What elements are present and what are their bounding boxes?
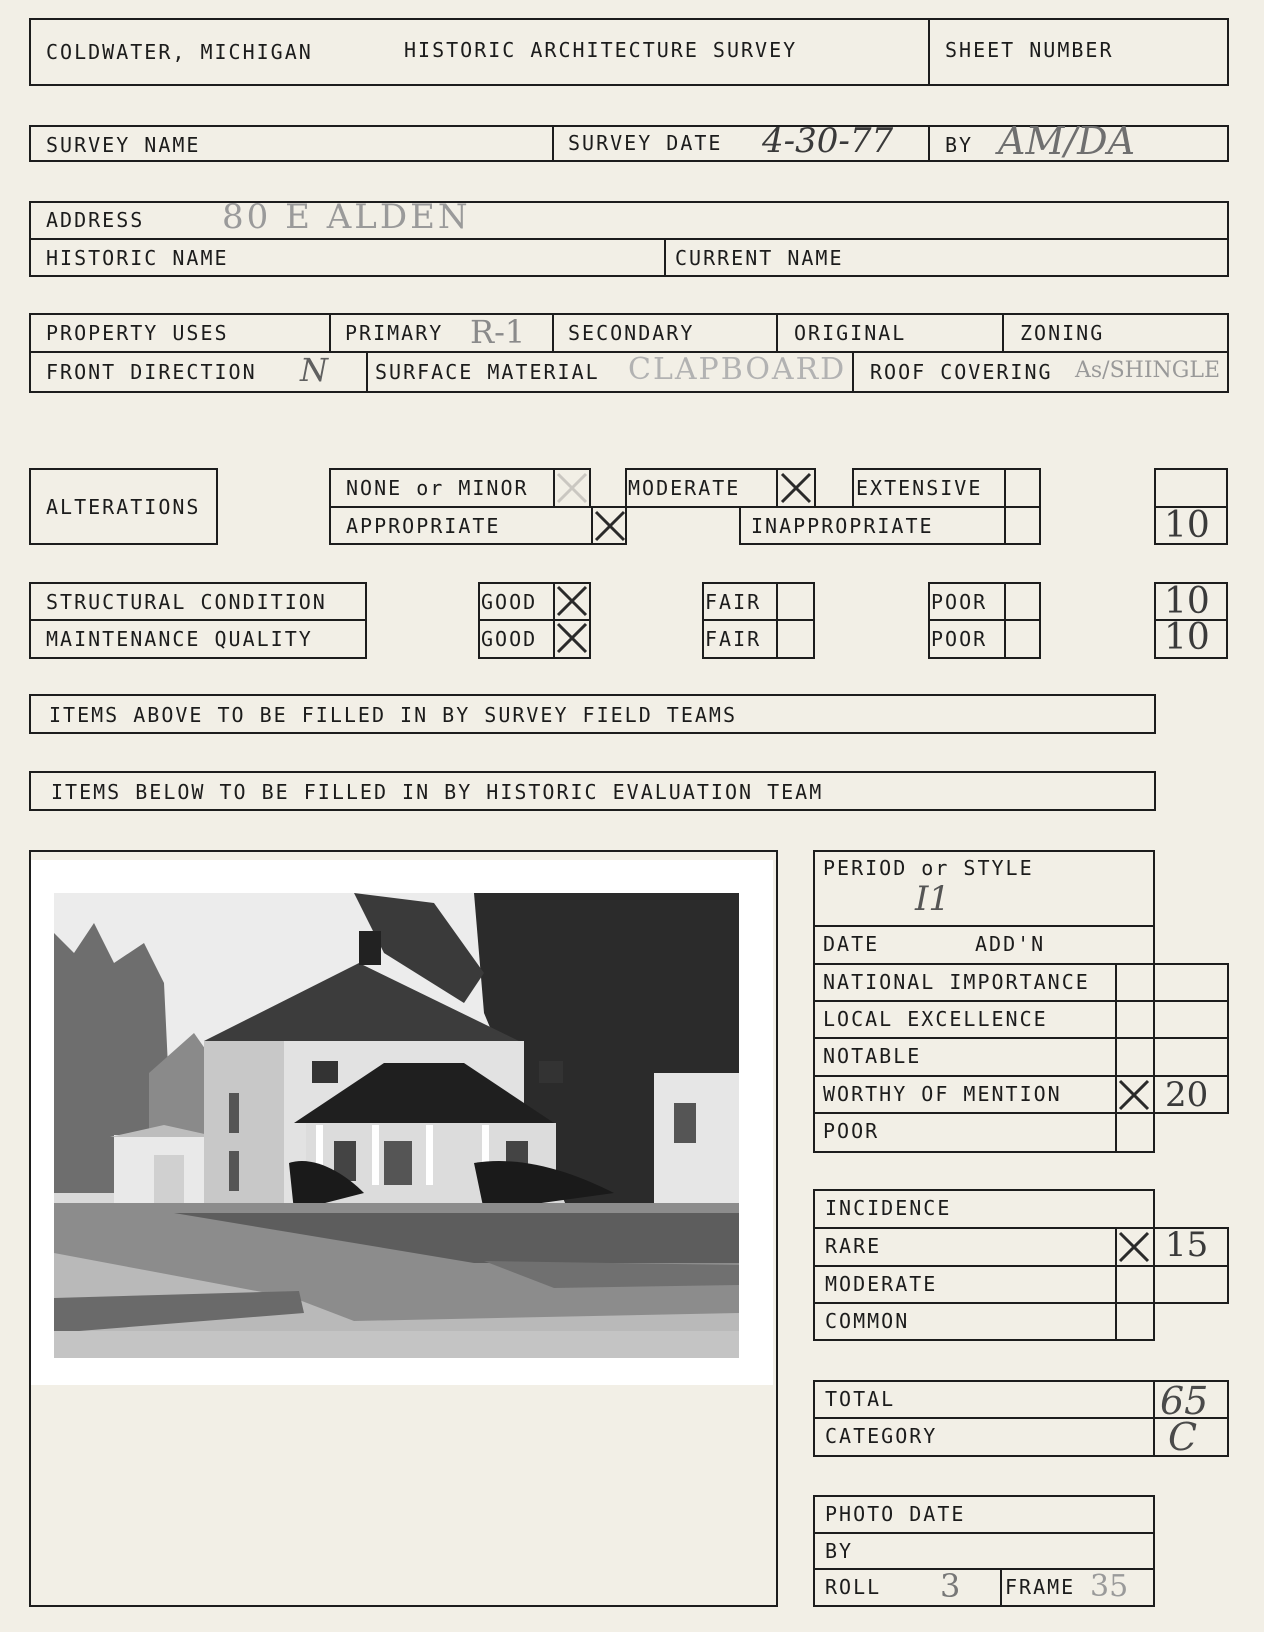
address-bottom: [29, 275, 1229, 277]
roll-frame-div: [1000, 1568, 1002, 1607]
extensive-check-div: [1004, 468, 1006, 508]
worthy-check-mark[interactable]: [1117, 1078, 1151, 1112]
date-label: DATE: [823, 932, 880, 956]
roll-value: 3: [940, 1567, 961, 1605]
roll-label: ROLL: [825, 1575, 882, 1599]
items-above-note: ITEMS ABOVE TO BE FILLED IN BY SURVEY FIELD TEAMS: [49, 703, 738, 727]
photo-info-div-1: [813, 1532, 1155, 1534]
incidence-label: INCIDENCE: [825, 1196, 952, 1220]
maintenance-fair-label: FAIR: [705, 627, 762, 651]
inappropriate-check-div: [1004, 506, 1006, 545]
fair-check-div: [776, 582, 778, 659]
photo-date-label: PHOTO DATE: [825, 1502, 966, 1526]
fair-row-div: [702, 619, 815, 621]
evaluation-score: 20: [1165, 1075, 1209, 1115]
survey-name-label: SURVEY NAME: [46, 133, 201, 157]
prop-div-5: [366, 351, 368, 392]
photo-area-bottom: [29, 1605, 778, 1607]
prop-div-4: [1002, 313, 1004, 351]
condition-label-div: [29, 619, 367, 621]
eval-nat-div: [813, 1000, 1229, 1002]
structural-fair-label: FAIR: [705, 590, 762, 614]
prop-div-2: [552, 313, 554, 351]
inc-div-2: [813, 1265, 1229, 1267]
address-right: [1227, 201, 1229, 277]
none-minor-faint-mark: [555, 471, 589, 505]
photo-by-label: BY: [825, 1539, 854, 1563]
maintenance-quality-label: MAINTENANCE QUALITY: [46, 627, 313, 651]
original-label: ORIGINAL: [794, 321, 907, 345]
category-value: C: [1168, 1415, 1198, 1459]
maintenance-good-check[interactable]: [555, 621, 589, 655]
secondary-label: SECONDARY: [568, 321, 695, 345]
inc-bottom: [813, 1339, 1155, 1341]
alterations-label: ALTERATIONS: [46, 495, 201, 519]
frame-label: FRAME: [1005, 1575, 1076, 1599]
structural-condition-label: STRUCTURAL CONDITION: [46, 590, 327, 614]
inc-score-left: [1153, 1227, 1155, 1341]
eval-bottom: [813, 1151, 1155, 1153]
address-value: 80 E ALDEN: [222, 197, 471, 237]
moderate-check-div: [776, 468, 778, 508]
total-value: 65: [1160, 1379, 1209, 1423]
appropriate-label: APPROPRIATE: [346, 514, 501, 538]
prop-div-6: [852, 351, 854, 392]
property-bottom: [29, 391, 1229, 393]
eval-right-upper: [1153, 850, 1155, 965]
survey-date-label: SURVEY DATE: [568, 131, 723, 155]
photo-area-top: [29, 850, 778, 852]
appropriate-check-mark[interactable]: [593, 509, 627, 543]
addn-label: ADD'N: [975, 932, 1046, 956]
eval-period-div: [813, 925, 1155, 927]
incidence-score: 15: [1165, 1225, 1209, 1265]
structural-good-label: GOOD: [481, 590, 538, 614]
category-label: CATEGORY: [825, 1424, 938, 1448]
items-below-note: ITEMS BELOW TO BE FILLED IN BY HISTORIC EVALUATION TEAM: [51, 780, 824, 804]
period-style-value: I1: [915, 879, 951, 919]
primary-value: R-1: [470, 313, 526, 351]
house-photograph: [54, 893, 739, 1358]
current-name-label: CURRENT NAME: [675, 246, 844, 270]
local-excellence-label: LOCAL EXCELLENCE: [823, 1007, 1048, 1031]
header-divider: [928, 18, 930, 86]
inc-div-3: [813, 1302, 1229, 1304]
none-minor-label: NONE or MINOR: [346, 476, 529, 500]
city-label: COLDWATER, MICHIGAN: [46, 40, 313, 64]
surface-material-label: SURFACE MATERIAL: [375, 360, 600, 384]
rare-check-mark[interactable]: [1117, 1230, 1151, 1264]
inc-right-upper: [1153, 1189, 1155, 1228]
structural-poor-label: POOR: [931, 590, 988, 614]
notable-label: NOTABLE: [823, 1044, 922, 1068]
inc-top: [813, 1189, 1155, 1191]
survey-by-label: BY: [945, 133, 974, 157]
incidence-moderate-label: MODERATE: [825, 1272, 938, 1296]
maintenance-score: 10: [1164, 617, 1210, 658]
form-title: HISTORIC ARCHITECTURE SURVEY: [404, 38, 798, 62]
survey-row-div2: [928, 125, 930, 162]
eval-top: [813, 850, 1155, 852]
total-label: TOTAL: [825, 1387, 896, 1411]
total-score-div: [1153, 1380, 1155, 1457]
extensive-label: EXTENSIVE: [856, 476, 983, 500]
rare-label: RARE: [825, 1234, 882, 1258]
maintenance-poor-label: POOR: [931, 627, 988, 651]
prop-div-3: [776, 313, 778, 351]
moderate-check-mark[interactable]: [779, 471, 813, 505]
property-uses-label: PROPERTY USES: [46, 321, 229, 345]
property-right: [1227, 313, 1229, 393]
worthy-of-mention-label: WORTHY OF MENTION: [823, 1082, 1062, 1106]
surface-material-value: CLAPBOARD: [628, 352, 847, 387]
survey-row-left: [29, 125, 31, 162]
roof-covering-label: ROOF COVERING: [870, 360, 1053, 384]
structural-good-check[interactable]: [555, 584, 589, 618]
property-top: [29, 313, 1229, 315]
survey-row-div1: [552, 125, 554, 162]
property-left: [29, 313, 31, 393]
survey-row-right: [1227, 125, 1229, 162]
photo-area-right: [776, 850, 778, 1607]
front-direction-label: FRONT DIRECTION: [46, 360, 257, 384]
eval-score-left: [1153, 963, 1155, 1153]
survey-date-value: 4-30-77: [762, 121, 894, 161]
eval-poor-label: POOR: [823, 1119, 880, 1143]
alterations-score: 10: [1164, 505, 1210, 546]
roof-covering-value: As/SHINGLE: [1075, 358, 1221, 383]
prop-div-1: [329, 313, 331, 351]
period-style-label: PERIOD or STYLE: [823, 856, 1034, 880]
address-mid: [29, 238, 1229, 240]
eval-score-right: [1227, 963, 1229, 1113]
front-direction-value: N: [300, 351, 328, 389]
frame-value: 35: [1090, 1569, 1129, 1604]
historic-name-label: HISTORIC NAME: [46, 246, 229, 270]
eval-date-div: [813, 963, 1229, 965]
primary-label: PRIMARY: [345, 321, 444, 345]
moderate-label: MODERATE: [628, 476, 741, 500]
eval-check-div: [1115, 963, 1117, 1153]
address-top: [29, 201, 1229, 203]
address-label: ADDRESS: [46, 208, 145, 232]
address-left: [29, 201, 31, 277]
sheet-number-label: SHEET NUMBER: [945, 38, 1114, 62]
maintenance-good-label: GOOD: [481, 627, 538, 651]
common-label: COMMON: [825, 1309, 910, 1333]
name-divider: [664, 238, 666, 276]
poor-check-div: [1004, 582, 1006, 659]
inc-score-right: [1227, 1227, 1229, 1303]
structural-score: 10: [1164, 581, 1210, 622]
poor-row-div: [928, 619, 1041, 621]
survey-by-value: AM/DA: [998, 119, 1136, 163]
eval-local-div: [813, 1037, 1229, 1039]
national-importance-label: NATIONAL IMPORTANCE: [823, 970, 1090, 994]
zoning-label: ZONING: [1020, 321, 1105, 345]
inappropriate-label: INAPPROPRIATE: [751, 514, 934, 538]
